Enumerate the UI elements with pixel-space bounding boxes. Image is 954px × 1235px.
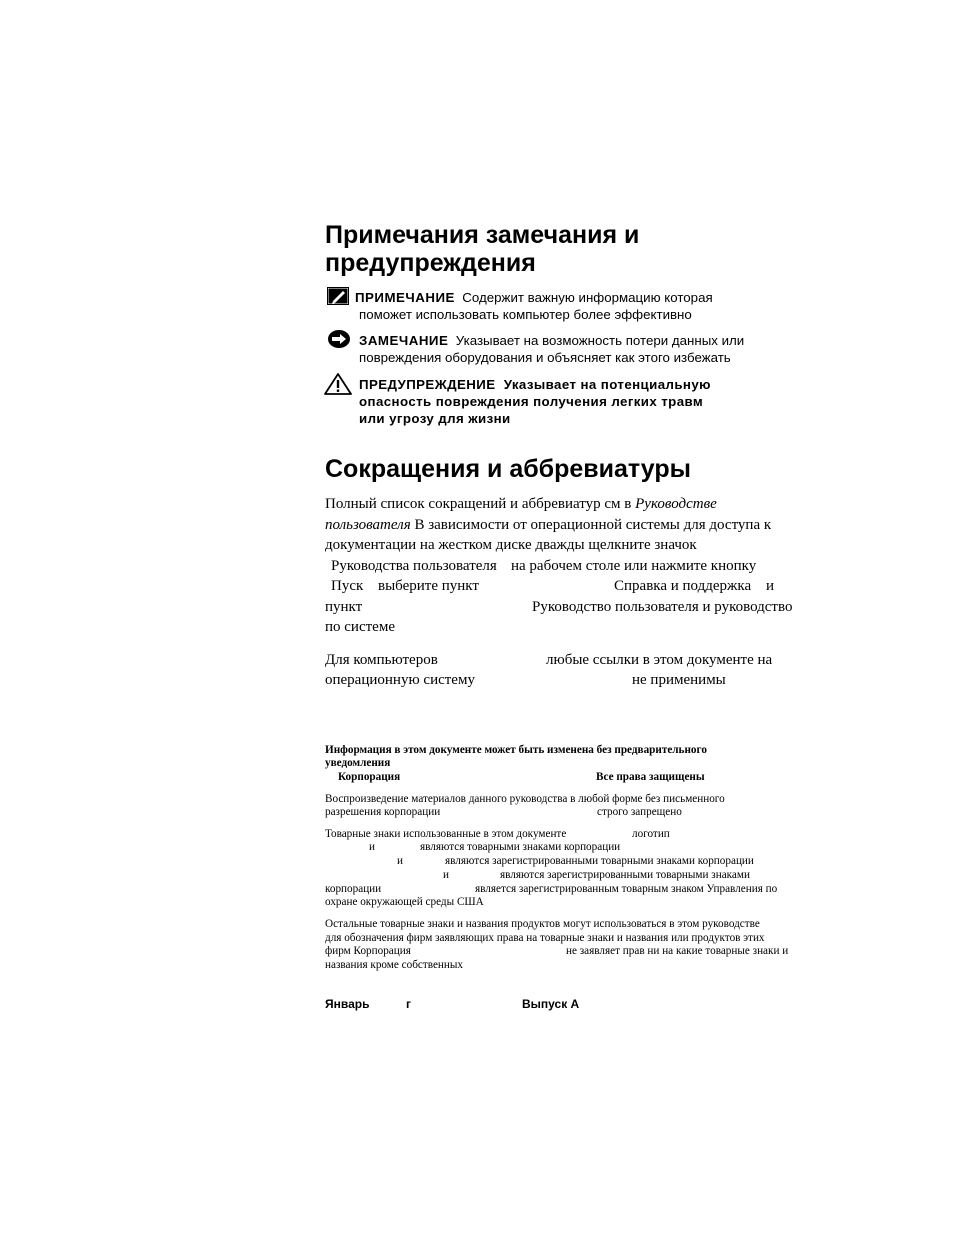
caution-block (359, 376, 711, 427)
caution-text-line3: или угрозу для жизни (359, 411, 511, 426)
pencil-note-icon (327, 287, 349, 305)
notice-arrow-icon (327, 329, 351, 349)
warning-triangle-icon (324, 373, 352, 395)
abbrev-paragraph-line1: Полный список сокращений и аббревиатур см в Руководстве (325, 496, 717, 512)
other-trademarks-line3b: не заявляет прав ни на какие товарные знаки и (566, 945, 789, 957)
abbrev-paragraph-line4b: на рабочем столе или нажмите кнопку (511, 558, 757, 574)
abbrev-paragraph-line4a: Руководства пользователя (331, 558, 497, 574)
trademarks-line1b: логотип (632, 828, 670, 840)
trademarks-line1a: Товарные знаки использованные в этом документе (325, 828, 567, 840)
trademarks-line4b: являются зарегистрированными товарными знаками (500, 869, 750, 881)
legal-rights-reserved: Все права защищены (596, 771, 705, 783)
footer-year-suffix: г (406, 997, 411, 1011)
other-trademarks-line1: Остальные товарные знаки и названия продуктов могут использоваться в этом руководстве (325, 918, 760, 930)
section-title-notes (325, 221, 639, 277)
abbrev-paragraph-line5c: Справка и поддержка (614, 578, 752, 594)
other-trademarks-line4: названия кроме собственных (325, 959, 464, 971)
section-title-line1: Примечания замечания и (325, 221, 640, 249)
computers-paragraph-line2a: операционную систему (325, 672, 475, 688)
legal-info-line1: Информация в этом документе может быть изменена без предварительного (325, 744, 707, 756)
computers-paragraph-line2b: не применимы (632, 672, 726, 688)
abbrev-paragraph-line2: пользователя В зависимости от операционной системы для доступа к (325, 517, 772, 533)
trademarks-line5a: корпорации (325, 883, 382, 895)
computers-paragraph-line1a: Для компьютеров (325, 652, 438, 668)
caution-text-line2: опасность повреждения получения легких травм (359, 394, 704, 409)
note-label: ПРИМЕЧАНИЕ (355, 290, 455, 305)
trademarks-line3b: являются зарегистрированными товарными знаками корпорации (445, 855, 754, 867)
footer-month: Январь (325, 997, 370, 1011)
other-trademarks-line3a: фирм Корпорация (325, 945, 411, 957)
abbrev-paragraph-line6b: Руководство пользователя и руководство (532, 599, 793, 615)
note-text-line1: Содержит важную информацию которая (462, 290, 713, 305)
legal-repro-line1: Воспроизведение материалов данного руководства в любой форме без письменного (325, 793, 725, 805)
notice-label: ЗАМЕЧАНИЕ (359, 333, 449, 348)
abbrev-paragraph-line5b: выберите пункт (378, 578, 479, 594)
trademarks-line4a: и (443, 869, 449, 881)
abbrev-paragraph-line6a: пункт (325, 599, 363, 615)
footer-revision: Выпуск A (522, 997, 580, 1011)
trademarks-line6: охране окружающей среды США (325, 896, 484, 908)
caution-text-line1: Указывает на потенциальную (503, 377, 711, 392)
trademarks-line3a: и (397, 855, 403, 867)
notice-text-line2: повреждения оборудования и объясняет как этого избежать (359, 350, 731, 365)
note-text-line2: поможет использовать компьютер более эффективно (359, 307, 692, 322)
trademarks-line2a: и (369, 841, 375, 853)
abbrev-paragraph-line5d: и (766, 578, 775, 594)
legal-repro-line2b: строго запрещено (597, 806, 682, 818)
caution-label: ПРЕДУПРЕЖДЕНИЕ (359, 377, 496, 392)
abbrev-paragraph-line7: по системе (325, 619, 395, 635)
legal-corporation: Корпорация (338, 771, 401, 783)
trademarks-line5b: является зарегистрированным товарным знаком Управления по (475, 883, 778, 895)
note-block (355, 289, 713, 323)
legal-info-line2: уведомления (325, 757, 391, 769)
section-title-abbreviations: Сокращения и аббревиатуры (325, 455, 691, 483)
trademarks-line2b: являются товарными знаками корпорации (420, 841, 621, 853)
other-trademarks-line2: для обозначения фирм заявляющих права на товарные знаки и названия или продуктов этих (325, 932, 765, 944)
section-title-line2: предупреждения (325, 249, 536, 277)
computers-paragraph-line1b: любые ссылки в этом документе на (546, 652, 773, 668)
abbrev-paragraph-line3: документации на жестком диске дважды щелкните значок (325, 537, 697, 553)
notice-block (359, 332, 744, 366)
abbrev-paragraph-line5a: Пуск (331, 578, 364, 594)
legal-repro-line2a: разрешения корпорации (325, 806, 441, 818)
notice-text-line1: Указывает на возможность потери данных или (455, 333, 745, 348)
user-guide-ref: Руководстве (635, 496, 717, 512)
